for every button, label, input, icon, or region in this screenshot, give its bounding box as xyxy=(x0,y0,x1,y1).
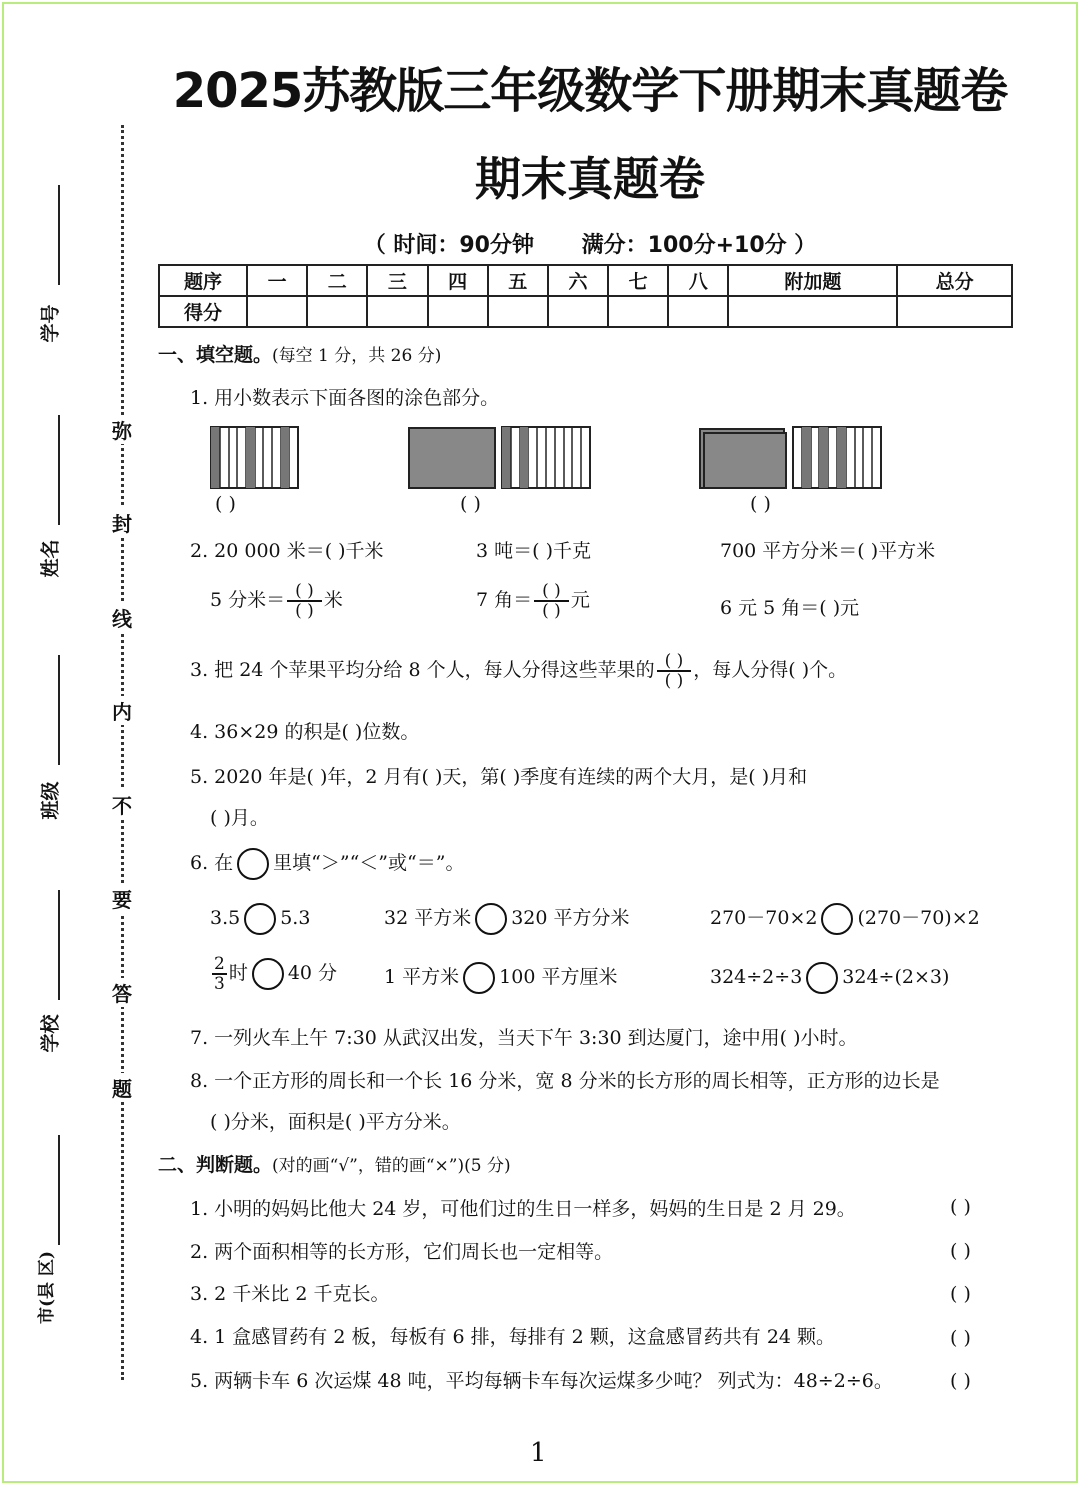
compare-4 xyxy=(210,955,337,993)
compare-circle[interactable] xyxy=(463,962,495,994)
score-table-header-row xyxy=(159,265,1012,296)
compare-1 xyxy=(210,903,310,935)
exam-info xyxy=(150,228,1030,259)
judge-item-4: 4. 1 盒感冒药有 2 板，每板有 6 排，每排有 2 颗，这盒感冒药共有 24 颗。 xyxy=(190,1326,836,1348)
page-title: 2025苏教版三年级数学下册期末真题卷 xyxy=(172,63,1008,119)
compare-5 xyxy=(384,962,617,994)
question-2b: 3 吨＝( )千克 xyxy=(476,540,591,562)
judge-answer-blank[interactable]: ( ) xyxy=(950,1196,971,1218)
compare-right: 40 分 xyxy=(287,962,338,984)
numerator-blank[interactable]: ( ) xyxy=(287,582,322,602)
compare-6 xyxy=(710,962,949,994)
score-input-cell[interactable] xyxy=(307,296,367,327)
q2d-prefix: 5 分米＝ xyxy=(210,589,286,611)
compare-left: 32 平方米 xyxy=(384,907,472,929)
class-label: 班级 xyxy=(39,781,62,820)
question-2c: 700 平方分米＝( )平方米 xyxy=(720,540,936,562)
question-8b: ( )分米，面积是( )平方分米。 xyxy=(210,1111,461,1133)
seal-dotted-line xyxy=(121,125,124,1380)
school-label: 学校 xyxy=(39,1014,62,1053)
score-input-cell[interactable] xyxy=(548,296,608,327)
compare-left: 270－70×2 xyxy=(710,907,818,929)
answer-blank[interactable]: ( ) xyxy=(215,493,236,515)
compare-circle[interactable] xyxy=(252,958,284,990)
table-cell: 四 xyxy=(428,265,488,296)
q2e-suffix: 元 xyxy=(570,589,590,611)
score-input-cell[interactable] xyxy=(668,296,728,327)
question-7: 7. 一列火车上午 7:30 从武汉出发，当天下午 3:30 到达厦门，途中用( )小时。 xyxy=(190,1027,858,1049)
score-input-cell[interactable] xyxy=(488,296,548,327)
section-2-title: 二、判断题。 xyxy=(158,1154,273,1176)
fraction-numerator: 2 xyxy=(214,954,225,974)
seal-char: 线 xyxy=(109,603,135,632)
numerator-blank[interactable]: ( ) xyxy=(534,582,569,602)
denominator-blank[interactable]: ( ) xyxy=(542,601,561,621)
circle-icon xyxy=(237,848,269,880)
fraction-denominator: 3 xyxy=(214,974,225,994)
compare-left: 324÷2÷3 xyxy=(710,966,803,988)
section-1-note: (每空 1 分，共 26 分) xyxy=(272,346,442,366)
question-3 xyxy=(190,652,847,690)
compare-left: 1 平方米 xyxy=(384,966,460,988)
fraction-blank[interactable] xyxy=(534,582,569,620)
compare-left: 时 xyxy=(228,962,248,984)
score-input-cell[interactable] xyxy=(897,296,1012,327)
table-cell: 一 xyxy=(247,265,307,296)
city-label: 市(县 区) xyxy=(37,1250,58,1325)
section-1-heading xyxy=(158,340,441,367)
compare-left: 3.5 xyxy=(210,907,241,929)
question-5a: 5. 2020 年是( )年，2 月有( )天，第( )季度有连续的两个大月，是( )月和 xyxy=(190,766,808,788)
judge-item-5: 5. 两辆卡车 6 次运煤 48 吨，平均每辆卡车每次运煤多少吨？ 列式为：48÷2÷6。 xyxy=(190,1370,893,1392)
time-info: （ 时间：90分钟 xyxy=(363,233,534,258)
compare-right: 324÷(2×3) xyxy=(842,966,950,988)
figure-3-double-square-stripes xyxy=(698,426,884,490)
score-input-cell[interactable] xyxy=(428,296,488,327)
fraction-blank[interactable] xyxy=(657,652,692,690)
question-2d xyxy=(210,582,343,620)
score-table-score-row xyxy=(159,296,1012,327)
q2e-prefix: 7 角＝ xyxy=(476,589,533,611)
compare-right: 100 平方厘米 xyxy=(499,966,618,988)
table-cell: 五 xyxy=(488,265,548,296)
seal-char: 答 xyxy=(109,978,135,1007)
table-cell: 得分 xyxy=(159,296,247,327)
seal-char: 不 xyxy=(109,790,135,819)
denominator-blank[interactable]: ( ) xyxy=(664,671,684,691)
question-2e xyxy=(476,582,590,620)
question-2a: 2. 20 000 米＝( )千米 xyxy=(190,540,384,562)
student-id-label: 学号 xyxy=(39,304,62,343)
table-cell: 总分 xyxy=(897,265,1012,296)
city-line[interactable] xyxy=(58,1135,60,1245)
table-cell: 二 xyxy=(307,265,367,296)
q2d-suffix: 米 xyxy=(323,589,343,611)
seal-char: 封 xyxy=(109,508,135,537)
question-5b: ( )月。 xyxy=(210,807,269,829)
name-line[interactable] xyxy=(58,415,60,525)
score-input-cell[interactable] xyxy=(247,296,307,327)
score-info: 满分：100分+10分 ） xyxy=(581,233,817,258)
score-input-cell[interactable] xyxy=(608,296,668,327)
compare-circle[interactable] xyxy=(244,903,276,935)
two-thirds-fraction xyxy=(212,955,227,993)
school-line[interactable] xyxy=(58,890,60,1000)
q3-prefix: 3. 把 24 个苹果平均分给 8 个人，每人分得这些苹果的 xyxy=(190,659,655,681)
question-2f: 6 元 5 角＝( )元 xyxy=(720,597,860,619)
section-1-title: 一、填空题。 xyxy=(158,344,273,366)
judge-answer-blank[interactable]: ( ) xyxy=(950,1240,971,1262)
class-line[interactable] xyxy=(58,655,60,765)
answer-blank[interactable]: ( ) xyxy=(750,493,771,515)
compare-circle[interactable] xyxy=(806,962,838,994)
section-2-note: (对的画“√”，错的画“×”)(5 分) xyxy=(272,1156,511,1176)
score-input-cell[interactable] xyxy=(728,296,897,327)
judge-item-3: 3. 2 千米比 2 千克长。 xyxy=(190,1283,390,1305)
seal-char: 弥 xyxy=(109,415,135,444)
compare-2 xyxy=(384,903,630,935)
seal-char: 题 xyxy=(109,1073,135,1102)
table-cell: 题序 xyxy=(159,265,247,296)
table-cell: 附加题 xyxy=(728,265,897,296)
question-4: 4. 36×29 的积是( )位数。 xyxy=(190,721,420,743)
table-cell: 三 xyxy=(367,265,427,296)
seal-char: 要 xyxy=(109,884,135,913)
denominator-blank[interactable]: ( ) xyxy=(295,601,314,621)
figure-1-stripes xyxy=(210,426,300,490)
table-cell: 八 xyxy=(668,265,728,296)
judge-item-1: 1. 小明的妈妈比他大 24 岁，可他们过的生日一样多，妈妈的生日是 2 月 29。 xyxy=(190,1198,856,1220)
page-subtitle: 期末真题卷 xyxy=(475,152,705,206)
compare-circle[interactable] xyxy=(475,903,507,935)
compare-right: 5.3 xyxy=(280,907,311,929)
compare-right: (270－70)×2 xyxy=(857,907,980,929)
figure-2-square-stripes xyxy=(407,426,592,490)
table-cell: 六 xyxy=(548,265,608,296)
compare-circle[interactable] xyxy=(821,903,853,935)
section-2-heading xyxy=(158,1150,511,1177)
q6-prefix: 6. 在 xyxy=(190,852,234,874)
fraction-blank[interactable] xyxy=(287,582,322,620)
compare-right: 320 平方分米 xyxy=(511,907,630,929)
question-8a: 8. 一个正方形的周长和一个长 16 分米，宽 8 分米的长方形的周长相等，正方形的边长是 xyxy=(190,1070,940,1092)
student-id-line[interactable] xyxy=(58,185,60,285)
table-cell: 七 xyxy=(608,265,668,296)
score-table xyxy=(158,264,1013,328)
page-number: 1 xyxy=(530,1438,547,1468)
judge-item-2: 2. 两个面积相等的长方形，它们周长也一定相等。 xyxy=(190,1241,614,1263)
numerator-blank[interactable]: ( ) xyxy=(657,652,692,672)
compare-3 xyxy=(710,903,980,935)
judge-answer-blank[interactable]: ( ) xyxy=(950,1327,971,1349)
name-label: 姓名 xyxy=(39,539,62,578)
question-1: 1. 用小数表示下面各图的涂色部分。 xyxy=(190,387,500,409)
seal-char: 内 xyxy=(109,696,135,725)
q3-suffix: ，每人分得( )个。 xyxy=(693,659,848,681)
score-input-cell[interactable] xyxy=(367,296,427,327)
answer-blank[interactable]: ( ) xyxy=(460,493,481,515)
question-6 xyxy=(190,848,464,880)
judge-answer-blank[interactable]: ( ) xyxy=(950,1370,971,1392)
judge-answer-blank[interactable]: ( ) xyxy=(950,1283,971,1305)
q6-suffix: 里填“＞”“＜”或“＝”。 xyxy=(273,852,465,874)
